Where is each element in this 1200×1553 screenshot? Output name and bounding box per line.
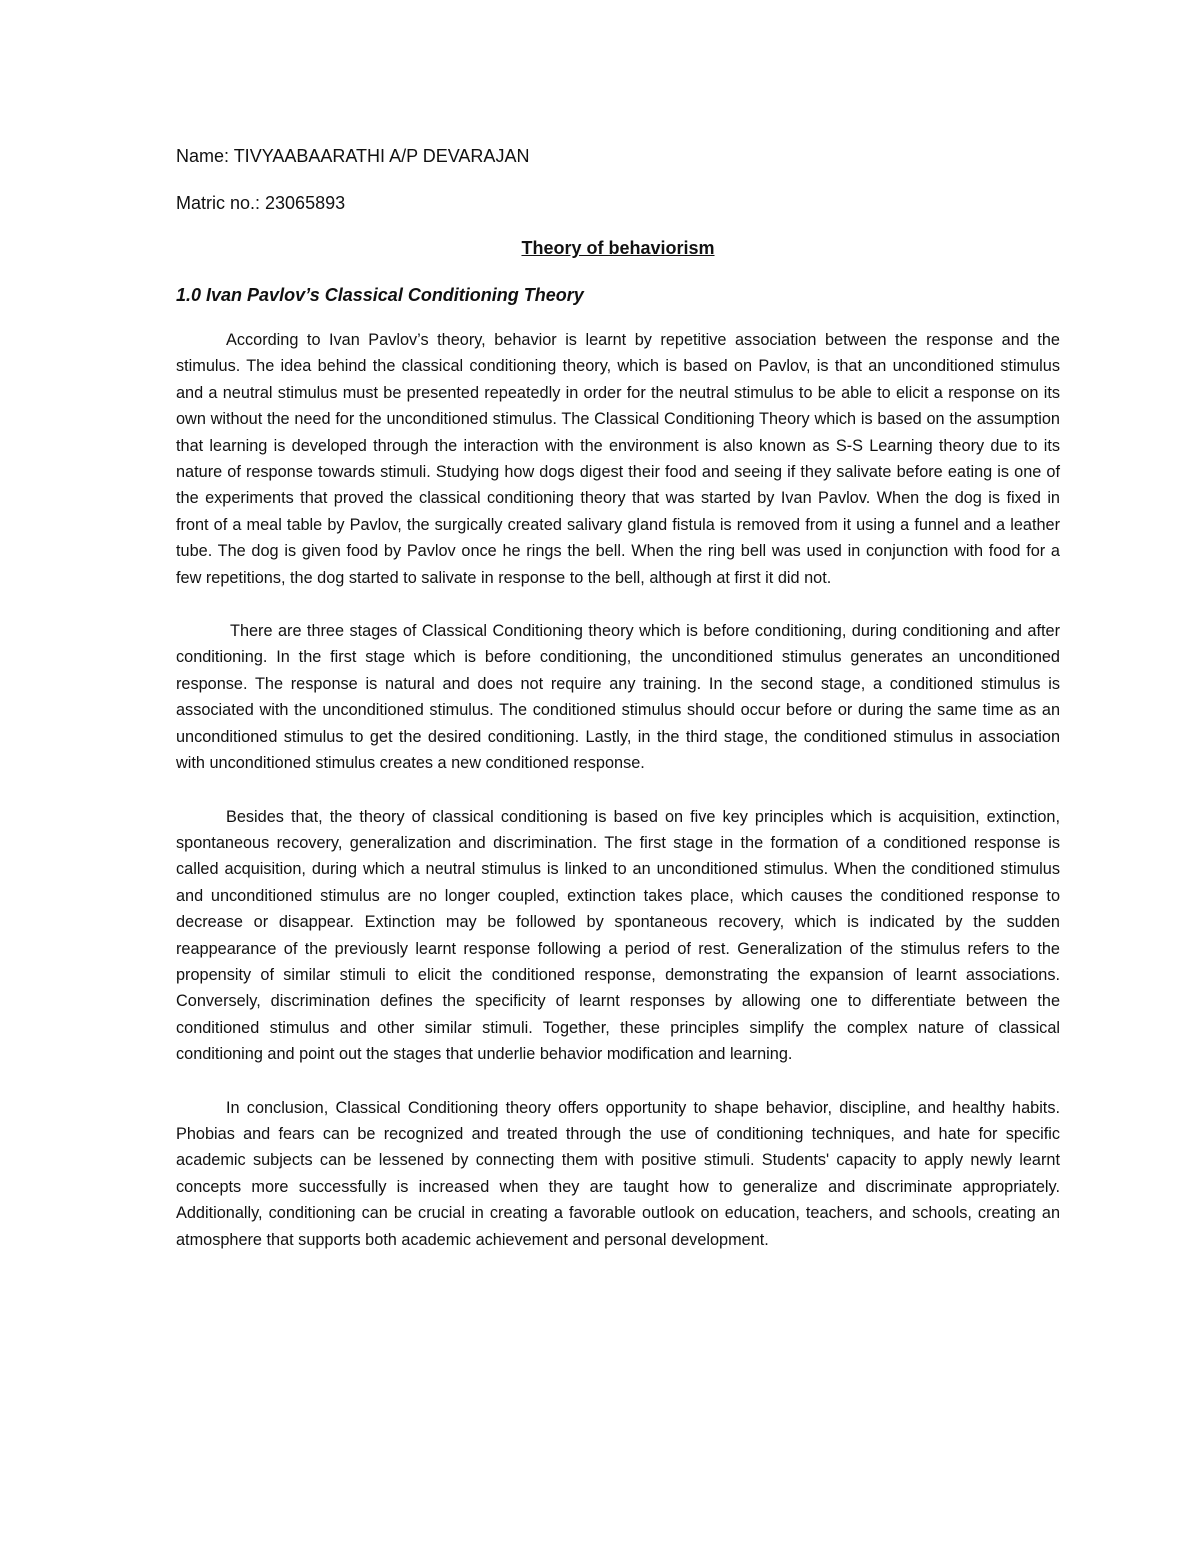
matric-number-line: Matric no.: 23065893 [176,192,346,213]
student-name-line: Name: TIVYAABAARATHI A/P DEVARAJAN [176,146,530,166]
paragraph-conclusion: In conclusion, Classical Conditioning theory offers opportunity to shape behavior, discipline, and healthy habits. Phobias and fears can be recognized and treated through the use of conditioning techniques, and hate for specific academic subjects can be lessened by connecting them with positive stimuli. Students' capacity to apply newly learnt concepts more successfully is increased when they are taught how to generalize and discriminate appropriately. Additionally, conditioning can be crucial in creating a favorable outlook on education, teachers, and schools, creating an atmosphere that supports both academic achievement and personal development. [176,1098,1060,1249]
paragraph-principles: Besides that, the theory of classical conditioning is based on five key principles which is acquisition, extinction, spontaneous recovery, generalization and discrimination. The first stage in the formation of a conditioned response is called acquisition, during which a neutral stimulus is linked to an unconditioned stimulus. When the conditioned stimulus and unconditioned stimulus are no longer coupled, extinction takes place, which causes the conditioned response to decrease or disappear. Extinction may be followed by spontaneous recovery, which is indicated by the sudden reappearance of the previously learnt response following a period of rest. Generalization of the stimulus refers to the propensity of similar stimuli to elicit the conditioned response, demonstrating the expansion of learnt associations. Conversely, discrimination defines the specificity of learnt responses by allowing one to differentiate between the conditioned stimulus and other similar stimuli. Together, these principles simplify the complex nature of classical conditioning and point out the stages that underlie behavior modification and learning. [176,807,1060,1064]
page-content [176,143,1060,1280]
paragraph-stages: There are three stages of Classical Conditioning theory which is before conditioning, during conditioning and after conditioning. In the first stage which is before conditioning, the unconditioned stimulus generates an unconditioned response. The response is natural and does not require any training. In the second stage, a conditioned stimulus is associated with the unconditioned stimulus. The conditioned stimulus should occur before or during the same time as an unconditioned stimulus to get the desired conditioning. Lastly, in the third stage, the conditioned stimulus in association with unconditioned stimulus creates a new conditioned response. [176,622,1060,773]
section-heading: 1.0 Ivan Pavlov’s Classical Conditioning Theory [176,284,584,305]
paragraph-intro: According to Ivan Pavlov’s theory, behavior is learnt by repetitive association between the response and the stimulus. The idea behind the classical conditioning theory, which is based on Pavlov, is that an unconditioned stimulus and a neutral stimulus must be presented repeatedly in order for the neutral stimulus to be able to elicit a response on its own without the need for the unconditioned stimulus. The Classical Conditioning Theory which is based on the assumption that learning is developed through the interaction with the environment is also known as S-S Learning theory due to its nature of response towards stimuli. Studying how dogs digest their food and seeing if they salivate before eating is one of the experiments that proved the classical conditioning theory that was started by Ivan Pavlov. When the dog is fixed in front of a meal table by Pavlov, the surgically created salivary gland fistula is removed from it using a funnel and a leather tube. The dog is given food by Pavlov once he rings the bell. When the ring bell was used in conjunction with food for a few repetitions, the dog started to salivate in response to the bell, although at first it did not. [176,331,1060,587]
document-title: Theory of behaviorism [521,238,715,258]
